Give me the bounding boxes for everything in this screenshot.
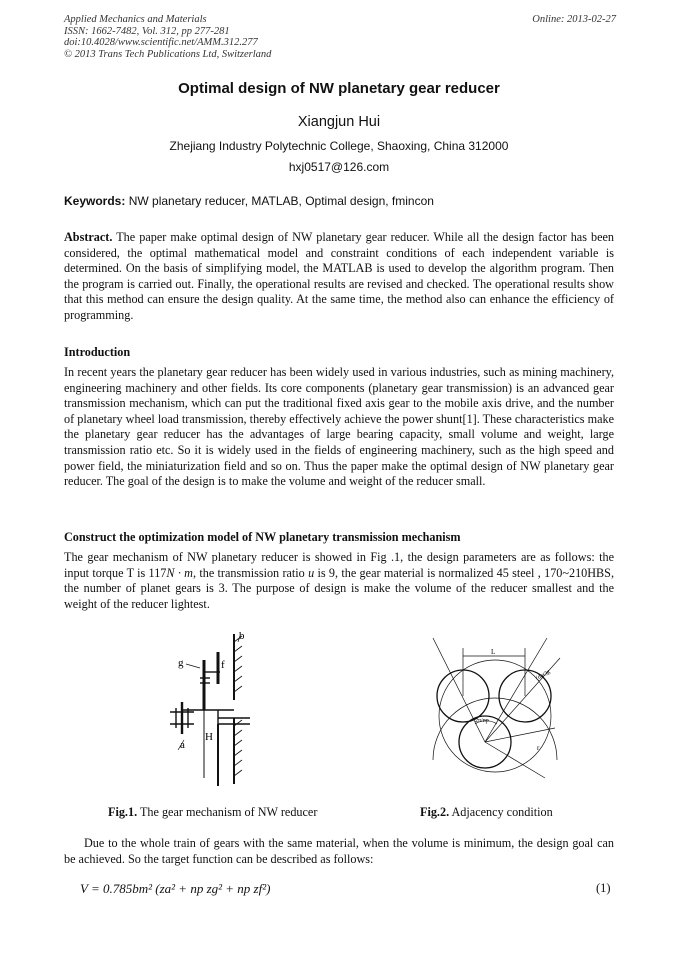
fig2-label-r: r <box>537 744 540 752</box>
fig1-label-b: b <box>239 630 245 642</box>
torque-unit: N · m <box>166 565 193 580</box>
model-text-b: , the transmission ratio <box>192 565 309 580</box>
keywords-text: NW planetary reducer, MATLAB, Optimal design, fmincon <box>128 194 434 208</box>
fig1-caption-text: The gear mechanism of NW reducer <box>139 805 318 819</box>
fig1-caption <box>108 805 317 820</box>
model-text-c: is 9, the gear material is normalized 45 steel , 170~210HBS, the number of planet gears is 3. The purpose of design is make the volume of the reducer smallest and the weight of the reducer lightest. <box>64 565 615 611</box>
fig1-caption-label: Fig.1. <box>108 805 138 819</box>
introduction-heading: Introduction <box>64 345 131 359</box>
fig1-label-H: H <box>205 731 213 743</box>
fig1-label-g: g <box>178 657 184 669</box>
ratio-symbol: u <box>308 565 315 580</box>
equation-1: V = 0.785bm² (za² + np zg² + np zf²) <box>80 881 271 896</box>
author-name: Xiangjun Hui <box>297 114 381 130</box>
journal-name: Applied Mechanics and Materials <box>64 14 207 25</box>
model-text-a: The gear mechanism of NW planetary reducer is showed in Fig .1, the design parameters are as follows: the input torque T is <box>64 550 614 580</box>
journal-header <box>64 14 616 60</box>
keywords-label: Keywords: <box>64 194 126 208</box>
issn-line: ISSN: 1662-7482, Vol. 312, pp 277-281 <box>64 25 230 37</box>
fig2-label-dac: (dac)g <box>535 668 552 682</box>
introduction-text: In recent years the planetary gear reducer has been widely used in various industries, such as mining machinery, engineering machinery and other fields. Its core components (planetary gear transmission) is an advanced gear transmission mechanism, which can put the traditional fixed axis gear to the mobile axis drive, and the number of planetary wheel load transmission, thereby effectively achieve the power shunt[1]. These characteristics make the planetary gear reducer has the advantages of large bearing capacity, small volume and weight, large transmission ratio etc. So it is widely used in the fields of engineering machinery, such as the high speed and power field, the miniaturization field and so on. Thus the paper make the optimal design of NW planetary gear reducer. The goal of the design is to make the volume and weight of the reducer small. <box>64 365 614 489</box>
abstract-label: Abstract. <box>64 230 113 244</box>
torque-value: 117 <box>148 565 167 580</box>
fig2-caption-text: Adjacency condition <box>451 805 553 819</box>
paragraph-after-figures: Due to the whole train of gears with the same material, when the volume is minimum, the design goal can be achieved. So the target function can be described as follows: <box>64 836 614 866</box>
online-date: Online: 2013-02-27 <box>532 14 616 25</box>
affiliation: Zhejiang Industry Polytechnic College, Shaoxing, China 312000 <box>169 139 509 153</box>
fig2-caption <box>420 805 553 820</box>
keywords <box>64 194 616 208</box>
equation-number: (1) <box>596 881 611 895</box>
email-link[interactable]: hxj0517@126.com <box>288 160 390 174</box>
abstract-text: The paper make optimal design of NW planetary gear reducer. While all the design factor has been considered, the optimal mathematical model and constraint conditions of each independent variable is determined. On the basis of simplifying model, the MATLAB is used to develop the algorithm program. Then the program is carried out. Finally, the operational results are revised and checked. The operational results show that this method can ensure the design quality. At the same time, the method also can enhance the efficiency of programming. <box>64 230 614 322</box>
doi-link[interactable]: doi:10.4028/www.scientific.net/AMM.312.277 <box>64 37 258 48</box>
abstract <box>64 230 614 324</box>
fig2-label-angle: 2π/np <box>475 718 489 724</box>
fig1-label-f: f <box>221 659 225 671</box>
fig2-caption-label: Fig.2. <box>420 805 450 819</box>
fig2-label-L: L <box>491 648 496 656</box>
fig1-label-a: a <box>180 739 185 751</box>
fig2-adjacency-diagram <box>425 628 565 800</box>
fig1-gear-mechanism <box>160 628 290 800</box>
model-section-heading: Construct the optimization model of NW planetary transmission mechanism <box>64 530 461 544</box>
copyright-line: © 2013 Trans Tech Publications Ltd, Switzerland <box>64 48 272 60</box>
journal-info <box>64 14 271 60</box>
paper-title: Optimal design of NW planetary gear reducer <box>178 80 500 97</box>
model-section-text <box>64 550 614 612</box>
